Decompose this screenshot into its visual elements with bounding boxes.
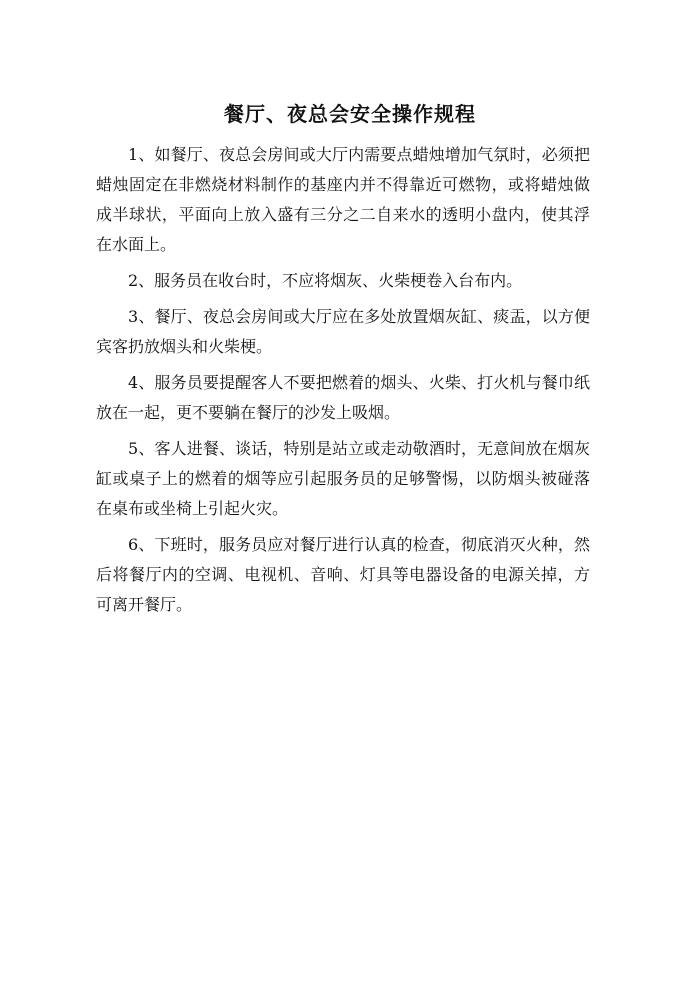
rule-paragraph-3: 3、餐厅、夜总会房间或大厅应在多处放置烟灰缸、痰盂，以方便宾客扔放烟头和火柴梗。: [96, 307, 590, 356]
rule-paragraph-6: 6、下班时，服务员应对餐厅进行认真的检查，彻底消灭火种，然后将餐厅内的空调、电视机、音响、灯具等电器设备的电源关掉，方可离开餐厅。: [96, 535, 590, 614]
rule-paragraph-1: 1、如餐厅、夜总会房间或大厅内需要点蜡烛增加气氛时，必须把蜡烛固定在非燃烧材料制作的基座内并不得靠近可燃物，或将蜡烛做成半球状，平面向上放入盛有三分之二自来水的透明小盘内，使其浮在水面上。: [96, 145, 590, 254]
rule-paragraph-5: 5、客人进餐、谈话，特别是站立或走动敬酒时，无意间放在烟灰缸或桌子上的燃着的烟等应引起服务员的足够警惕，以防烟头被碰落在桌布或坐椅上引起火灾。: [96, 439, 590, 518]
rule-paragraph-4: 4、服务员要提醒客人不要把燃着的烟头、火柴、打火机与餐巾纸放在一起，更不要躺在餐厅的沙发上吸烟。: [96, 373, 590, 422]
rule-paragraph-2: 2、服务员在收台时，不应将烟灰、火柴梗卷入台布内。: [128, 271, 523, 290]
document-title: 餐厅、夜总会安全操作规程: [224, 102, 476, 126]
document-body: [96, 140, 590, 626]
